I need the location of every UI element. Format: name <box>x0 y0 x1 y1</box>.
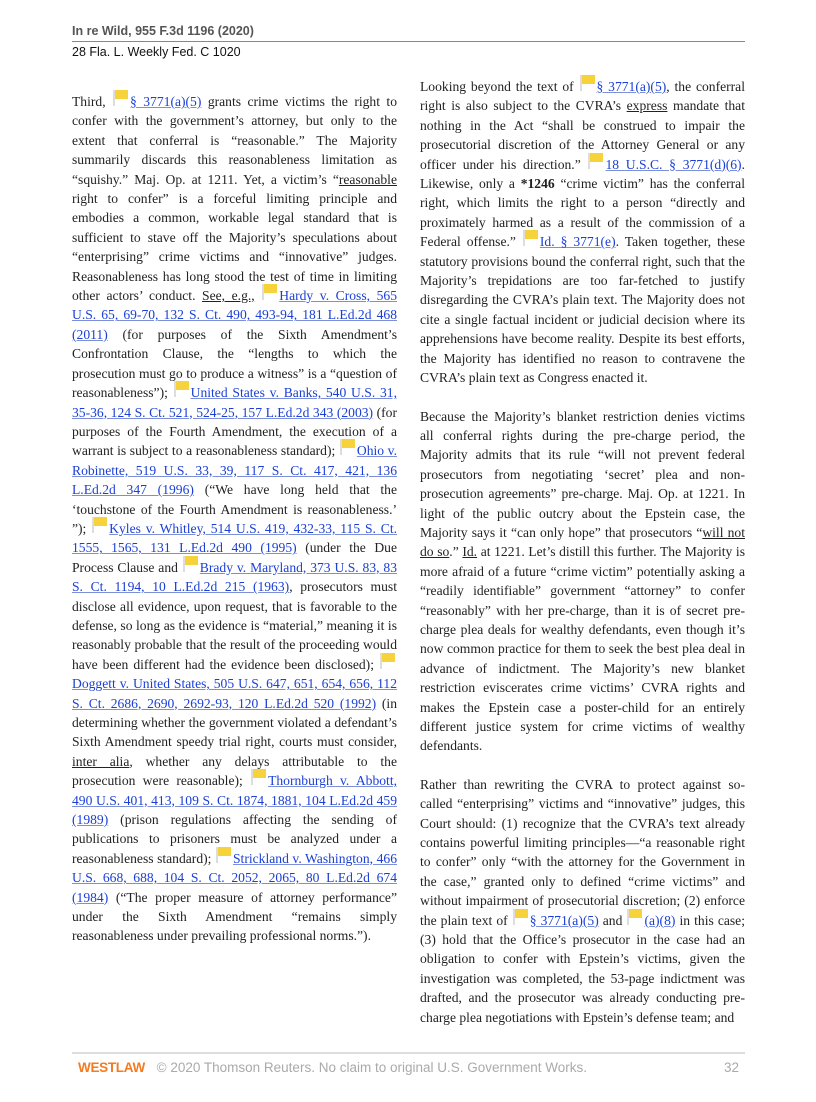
text-run: right to confer” is a forceful limiting principle and embodies a common, workable legal standard that is sufficient to stave off the Majority’s speculations about “enterprising” crime victims and “innovative” judges. Reasonableness has long stood the test of time in limiting other actors’ conduct. <box>72 191 397 304</box>
right-column <box>420 77 745 1046</box>
text-run: (under the Due Process Clause and <box>72 540 397 575</box>
text-run: Third, <box>72 94 113 109</box>
underlined-text: Id. <box>462 544 478 560</box>
text-run: (in determining whether the government violated a defendant’s Sixth Amendment speedy trial right, courts must consider, <box>72 695 398 750</box>
citation-link[interactable]: Kyles v. Whitley, 514 U.S. 419, 432-33, 115 S. Ct. 1555, 1565, 131 L.Ed.2d 490 (1995) <box>72 520 397 556</box>
keycite-yellow-flag-icon[interactable] <box>522 232 538 246</box>
citation-link[interactable]: § 3771(a)(5) <box>596 79 667 94</box>
keycite-yellow-flag-icon[interactable] <box>215 849 231 863</box>
keycite-yellow-flag-icon[interactable] <box>626 911 642 925</box>
text-run: and <box>598 912 627 928</box>
text-run: Looking beyond the text of <box>420 79 579 94</box>
citation-link[interactable]: Brady v. Maryland, 373 U.S. 83, 83 S. Ct. 1194, 10 L.Ed.2d 215 (1963) <box>72 559 397 595</box>
citation-link[interactable]: (a)(8) <box>644 912 676 928</box>
underlined-text: will not do so <box>420 524 745 560</box>
body-columns <box>72 77 745 1046</box>
keycite-yellow-flag-icon[interactable] <box>91 519 107 533</box>
text-run: , the conferral right is also subject to the CVRA’s <box>420 79 745 114</box>
text-run: . Likewise, only a <box>420 156 745 192</box>
text-run: “crime victim” has the conferral right, which limits the right to a person “directly and proximately harmed as a result of the commission of a Federal offense.” <box>420 176 745 250</box>
underlined-text: express <box>626 98 668 114</box>
westlaw-logo: WESTLAW <box>78 1060 145 1076</box>
keycite-yellow-flag-icon[interactable] <box>379 655 395 669</box>
copyright-notice: © 2020 Thomson Reuters. No claim to original U.S. Government Works. <box>156 1060 588 1076</box>
citation-link[interactable]: Ohio v. Robinette, 519 U.S. 33, 39, 117 S. Ct. 417, 421, 136 L.Ed.2d 347 (1996) <box>72 443 397 498</box>
citation-link[interactable]: Strickland v. Washington, 466 U.S. 668, 688, 104 S. Ct. 2052, 2065, 80 L.Ed.2d 674 (1984) <box>72 850 397 905</box>
text-run: at 1221. Let’s distill this further. The Majority is more afraid of a future “crime victim” potentially asking a “readily identifiable” government “attorney” to confer “reasonably” with her pre-charge, than it is of secret pre-charge plea deals for wealthy defendants, even though it’s now common practice for them to seek the best plea deal in advance of indictment. The Majority’s new blanket restriction eviscerates crime victims’ CVRA rights and makes the Epstein case a poster-child for an entirely different justice system for crime victims of wealthy defendants. <box>420 544 745 754</box>
text-run: , prosecutors must disclose all evidence, upon request, that is favorable to the defense, so long as the evidence is “material,” meaning it is reasonably probable that the result of the proceeding would have been different had the evidence been disclosed); <box>72 579 397 672</box>
keycite-yellow-flag-icon[interactable] <box>173 383 189 397</box>
underlined-text: reasonable <box>338 171 397 187</box>
citation-link[interactable]: Hardy v. Cross, 565 U.S. 65, 69-70, 132 S. Ct. 490, 493-94, 181 L.Ed.2d 468 (2011) <box>72 288 397 342</box>
citation-link[interactable]: § 3771(a)(5) <box>529 912 599 928</box>
underlined-text: See, e.g., <box>202 288 255 304</box>
page-number: 32 <box>723 1060 739 1076</box>
text-run: mandate that nothing in the Act “shall be construed to impair the prosecutorial discretion of the Attorney General or any officer under his direction.” <box>420 98 745 172</box>
text-run: (prison regulations affecting the sending of publications to prisoners must be analyzed under a reasonableness standard); <box>72 812 397 866</box>
reporter-citation: 28 Fla. L. Weekly Fed. C 1020 <box>72 45 241 59</box>
citation-link[interactable]: Id. § 3771(e) <box>539 234 616 250</box>
keycite-yellow-flag-icon[interactable] <box>512 911 528 925</box>
text-run: .” <box>449 544 463 560</box>
text-run: (“We have long held that the ‘touchstone of the Fourth Amendment is reasonableness.’ ”); <box>72 482 397 536</box>
case-title: In re Wild, 955 F.3d 1196 (2020) <box>72 24 745 42</box>
text-run: Because the Majority’s blanket restriction denies victims all conferral rights during the pre-charge period, the Majority admits that its rule “will not prevent federal prosecutors from negotiating ‘secret’ plea and non-prosecution agreements” pre-charge. Maj. Op. at 1221. In light of the public outcry about the Epstein case, the Majority says it “can only hope” that prosecutors “ <box>420 408 745 540</box>
keycite-yellow-flag-icon[interactable] <box>250 771 266 785</box>
text-run: (“The proper measure of attorney performance” under the Sixth Amendment “remains simply reasonableness under prevailing professional norms.”). <box>72 889 397 944</box>
left-column <box>72 77 397 1046</box>
paragraph <box>420 775 745 1027</box>
paragraph <box>420 407 745 756</box>
text-run: (for purposes of the Sixth Amendment’s Confrontation Clause, the “lengths to which the prosecution must go to produce a witness” is a “question of reasonableness”); <box>72 326 397 401</box>
keycite-yellow-flag-icon[interactable] <box>182 558 198 572</box>
keycite-yellow-flag-icon[interactable] <box>579 77 595 91</box>
page-footer <box>72 1052 745 1082</box>
text-run: , whether any delays attributable to the prosecution were reasonable); <box>72 753 397 789</box>
paragraph <box>72 92 397 946</box>
text-run: in this case; (3) hold that the Office’s prosecutor in the case had an obligation to confer with Epstein’s victims, given the investigation was completed, the 53-page indictment was drafted, and the prosecutor was already conducting pre-charge plea negotiations with Epstein’s defense team; and <box>420 912 745 1025</box>
text-run: (for purposes of the Fourth Amendment, the execution of a warrant is subject to a reasonableness standard); <box>72 404 397 459</box>
keycite-yellow-flag-icon[interactable] <box>112 92 128 106</box>
text-run: Rather than rewriting the CVRA to protect against so-called “enterprising” victims and “innovative” judges, this Court should: (1) recognize that the CVRA’s text already contains powerful limiting principles—“a reasonable right to confer” only “with the attorney for the Government in the case,” granted only to defined “crime victims” and without impairment of prosecutorial discretion; (2) enforce the plain text of <box>420 776 745 928</box>
keycite-yellow-flag-icon[interactable] <box>587 155 603 169</box>
paragraph <box>420 77 745 388</box>
star-page-marker: *1246 <box>520 176 555 192</box>
keycite-yellow-flag-icon[interactable] <box>339 441 355 455</box>
citation-link[interactable]: § 3771(a)(5) <box>130 94 202 109</box>
text-run: grants crime victims the right to confer with the government’s attorney, but only to the extent that conferral is “reasonable.” The Majority summarily discards this reasonableness limitation as “squishy.” Maj. Op. at 1211. Yet, a victim’s “ <box>72 94 398 187</box>
citation-link[interactable]: Doggett v. United States, 505 U.S. 647, 651, 654, 656, 112 S. Ct. 2686, 2690, 2692-93, 120 L.Ed.2d 520 (1992) <box>72 676 397 711</box>
text-run <box>255 288 262 303</box>
citation-link[interactable]: 18 U.S.C. § 3771(d)(6) <box>605 156 742 172</box>
citation-link[interactable]: Thornburgh v. Abbott, 490 U.S. 401, 413, 109 S. Ct. 1874, 1881, 104 L.Ed.2d 459 (1989) <box>72 773 398 828</box>
citation-link[interactable]: United States v. Banks, 540 U.S. 31, 35-36, 124 S. Ct. 521, 524-25, 157 L.Ed.2d 343 (2003) <box>72 385 397 420</box>
underlined-text: inter alia <box>72 753 130 769</box>
document-header <box>72 24 745 59</box>
text-run: . Taken together, these statutory provisions bound the conferral right, such that the Majority’s trepidations are too far-fetched to justify disregarding the CVRA’s plain text. The Majority does not cite a single factual incident or judicial decision where its apprehensions have become reality. Despite its best efforts, the Majority has identified no reason to contravene the CVRA’s plain text as Congress enacted it. <box>420 234 746 386</box>
keycite-yellow-flag-icon[interactable] <box>261 286 277 300</box>
